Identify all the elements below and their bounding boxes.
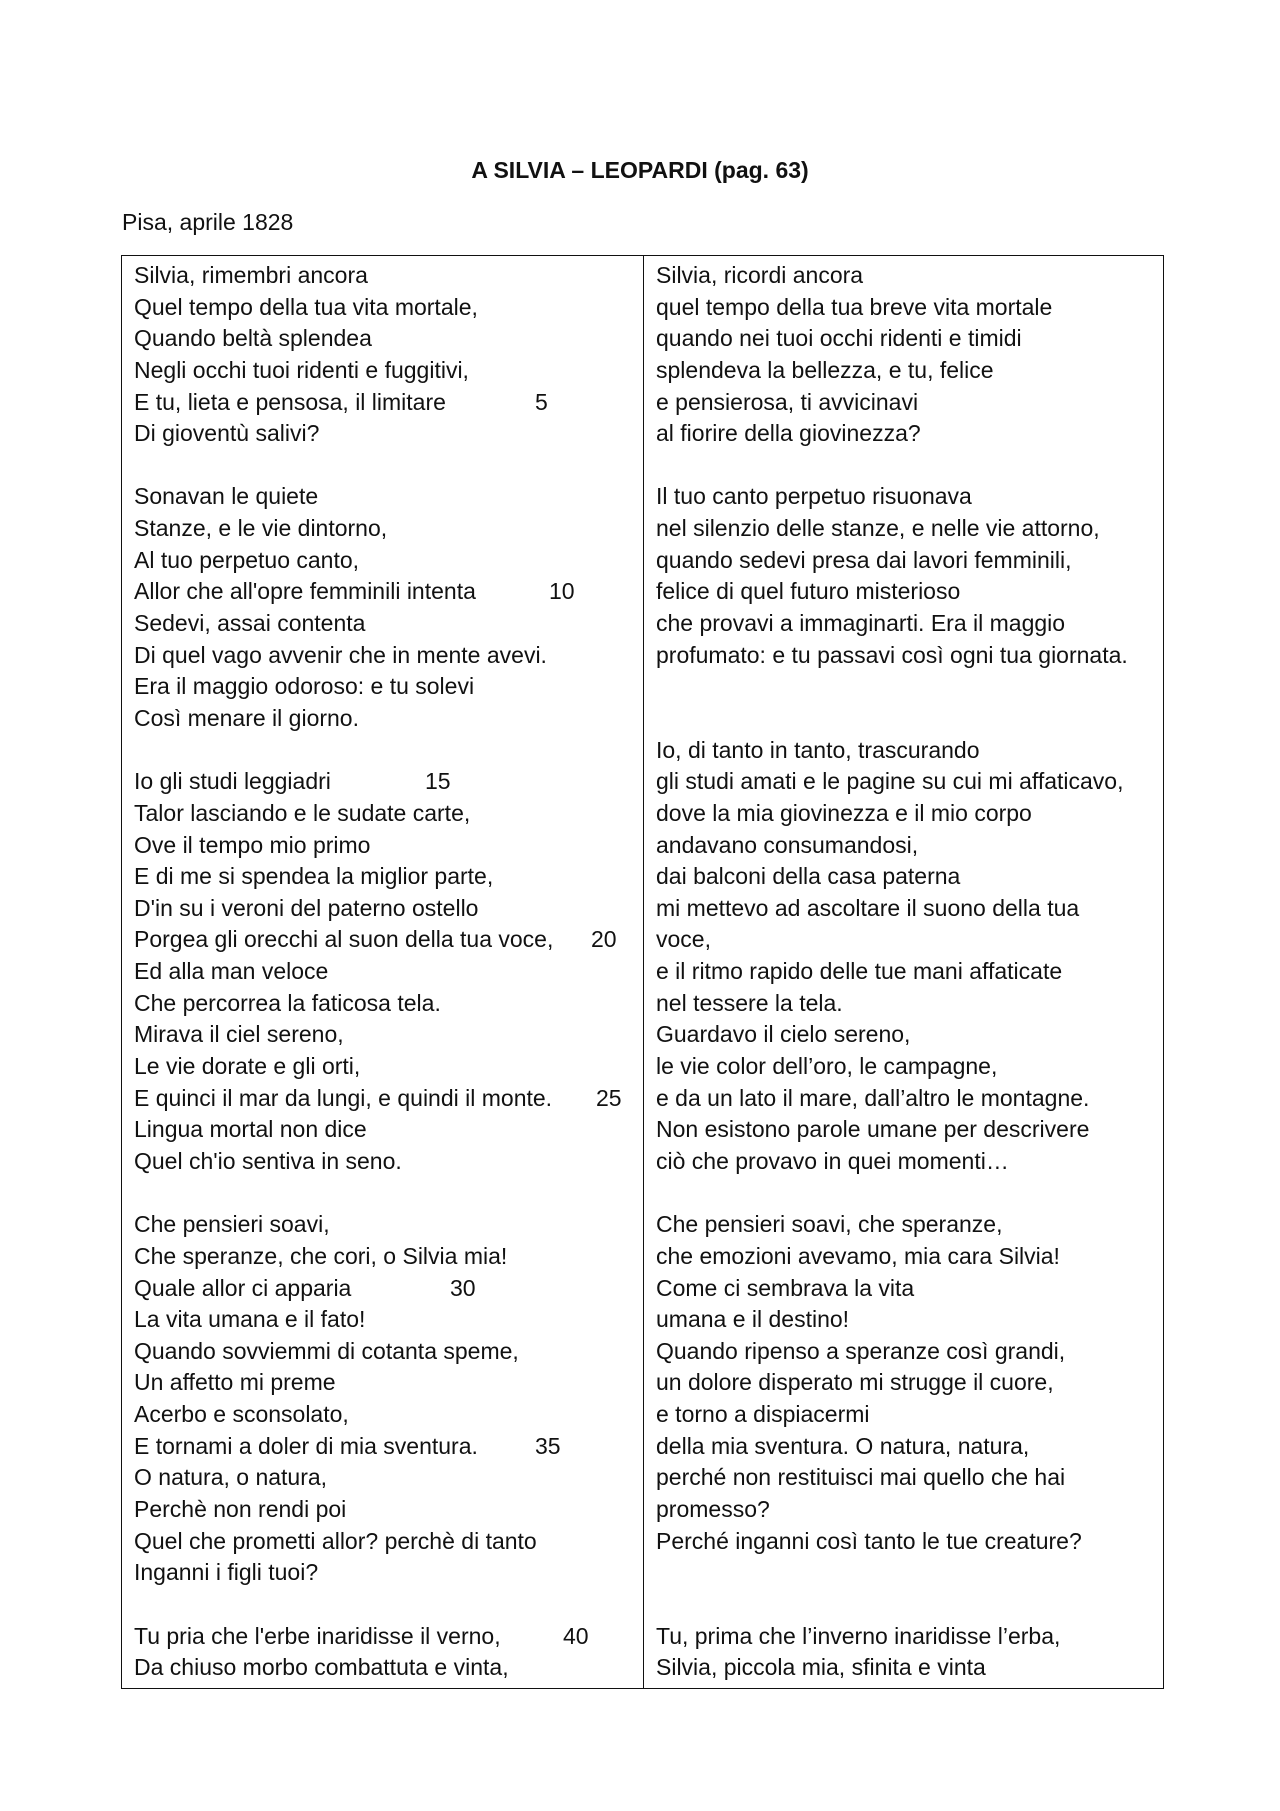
- verse-text: O natura, o natura,: [134, 1464, 328, 1491]
- original-text-column: [122, 256, 644, 1688]
- paraphrase-line: Tu, prima che l’inverno inaridisse l’erba,: [656, 1622, 1061, 1649]
- verse-line: [134, 387, 631, 419]
- verse-text: Perchè non rendi poi: [134, 1495, 347, 1522]
- paraphrase-line: al fiorire della giovinezza?: [656, 420, 921, 447]
- paraphrase-line: e il ritmo rapido delle tue mani affaticate: [656, 958, 1063, 985]
- verse-line: [134, 1557, 631, 1589]
- paraphrase-line: nel tessere la tela.: [656, 989, 843, 1016]
- verse-text: Stanze, e le vie dintorno,: [134, 515, 388, 542]
- verse-line: [134, 1494, 631, 1526]
- verse-line: [134, 418, 631, 450]
- verse-number: 35: [535, 1432, 561, 1459]
- paraphrase-column: [644, 256, 1163, 1688]
- paraphrase-line: Come ci sembrava la vita: [656, 1274, 915, 1301]
- verse-text: Così menare il giorno.: [134, 704, 359, 731]
- stanza-break: [134, 735, 631, 767]
- verse-text: Al tuo perpetuo canto,: [134, 546, 360, 573]
- verse-text: Tu pria che l'erbe inaridisse il verno,: [134, 1622, 501, 1649]
- verse-line: [134, 1083, 631, 1115]
- paraphrase-line: Guardavo il cielo sereno,: [656, 1021, 911, 1048]
- paraphrase-line: dove la mia giovinezza e il mio corpo: [656, 799, 1032, 826]
- stanza-break: [656, 1557, 1151, 1589]
- verse-line: [134, 1241, 631, 1273]
- verse-text: Le vie dorate e gli orti,: [134, 1053, 361, 1080]
- verse-line: [134, 323, 631, 355]
- verse-line: [134, 1273, 631, 1305]
- paraphrase-line: e da un lato il mare, dall’altro le montagne.: [656, 1084, 1090, 1111]
- paraphrase-line: perché non restituisci mai quello che hai: [656, 1464, 1066, 1491]
- page-title: A SILVIA – LEOPARDI (pag. 63): [471, 157, 809, 183]
- verse-text: Quando beltà splendea: [134, 325, 372, 352]
- verse-line: [134, 861, 631, 893]
- verse-line: [134, 608, 631, 640]
- verse-text: Negli occhi tuoi ridenti e fuggitivi,: [134, 356, 469, 383]
- verse-text: Che pensieri soavi,: [134, 1211, 330, 1238]
- verse-line: [134, 260, 631, 292]
- paraphrase-line: Che pensieri soavi, che speranze,: [656, 1211, 1003, 1238]
- verse-line: [134, 1114, 631, 1146]
- paraphrase-line: umana e il destino!: [656, 1306, 850, 1333]
- verse-text: E quinci il mar da lungi, e quindi il monte.: [134, 1084, 553, 1111]
- verse-line: [134, 671, 631, 703]
- paraphrase-line: e pensierosa, ti avvicinavi: [656, 388, 919, 415]
- stanza-break: [656, 450, 1151, 482]
- verse-text: Che percorrea la faticosa tela.: [134, 989, 441, 1016]
- verse-line: [134, 355, 631, 387]
- verse-text: Talor lasciando e le sudate carte,: [134, 799, 471, 826]
- paraphrase-line: Silvia, piccola mia, sfinita e vinta: [656, 1654, 986, 1681]
- paraphrase-line: felice di quel futuro misterioso: [656, 578, 961, 605]
- verse-text: Porgea gli orecchi al suon della tua voce,: [134, 926, 554, 953]
- verse-line: [134, 1051, 631, 1083]
- verse-text: Silvia, rimembri ancora: [134, 262, 368, 288]
- verse-line: [134, 798, 631, 830]
- paraphrase-line: mi mettevo ad ascoltare il suono della tua: [656, 894, 1080, 921]
- verse-number: 10: [549, 578, 575, 605]
- paraphrase-line: splendeva la bellezza, e tu, felice: [656, 356, 994, 383]
- paraphrase-line: della mia sventura. O natura, natura,: [656, 1432, 1030, 1459]
- verse-number: 30: [450, 1274, 476, 1301]
- verse-text: Da chiuso morbo combattuta e vinta,: [134, 1654, 509, 1681]
- verse-text: Di quel vago avvenir che in mente avevi.: [134, 641, 547, 668]
- verse-line: [134, 1367, 631, 1399]
- verse-text: La vita umana e il fato!: [134, 1306, 366, 1333]
- stanza-break: [656, 671, 1151, 703]
- stanza-break: [656, 1589, 1151, 1621]
- verse-line: [134, 1462, 631, 1494]
- dateline: Pisa, aprile 1828: [122, 209, 294, 235]
- verse-text: Era il maggio odoroso: e tu solevi: [134, 673, 475, 700]
- verse-line: [134, 988, 631, 1020]
- paraphrase-line: Il tuo canto perpetuo risuonava: [656, 483, 972, 510]
- paraphrase-line: un dolore disperato mi strugge il cuore,: [656, 1369, 1054, 1396]
- paraphrase-line: ciò che provavo in quei momenti…: [656, 1147, 1009, 1174]
- paraphrase-line: promesso?: [656, 1495, 770, 1522]
- paraphrase-line: andavano consumandosi,: [656, 831, 919, 858]
- paraphrase-line: nel silenzio delle stanze, e nelle vie attorno,: [656, 515, 1100, 542]
- verse-text: E di me si spendea la miglior parte,: [134, 863, 494, 890]
- verse-line: [134, 1146, 631, 1178]
- paraphrase-line: dai balconi della casa paterna: [656, 863, 961, 890]
- stanza-break: [134, 1589, 631, 1621]
- verse-line: [134, 1526, 631, 1558]
- verse-number: 25: [596, 1084, 622, 1111]
- paraphrase-line: le vie color dell’oro, le campagne,: [656, 1053, 998, 1080]
- verse-line: [134, 893, 631, 925]
- verse-text: Quando sovviemmi di cotanta speme,: [134, 1337, 519, 1364]
- paraphrase-line: Non esistono parole umane per descrivere: [656, 1116, 1090, 1143]
- paraphrase-line: che provavi a immaginarti. Era il maggio: [656, 610, 1066, 637]
- verse-text: Lingua mortal non dice: [134, 1116, 367, 1143]
- stanza-break: [134, 1178, 631, 1210]
- paraphrase-line: Io, di tanto in tanto, trascurando: [656, 736, 980, 763]
- verse-text: E tornami a doler di mia sventura.: [134, 1432, 478, 1459]
- verse-number: 20: [591, 926, 617, 953]
- paraphrase-line: profumato: e tu passavi così ogni tua giornata.: [656, 641, 1128, 668]
- verse-text: Un affetto mi preme: [134, 1369, 336, 1396]
- verse-line: [134, 703, 631, 735]
- verse-text: Sonavan le quiete: [134, 483, 319, 510]
- verse-line: [134, 292, 631, 324]
- paraphrase-line: Quando ripenso a speranze così grandi,: [656, 1337, 1066, 1364]
- paraphrase-line: Silvia, ricordi ancora: [656, 262, 864, 288]
- verse-text: Di gioventù salivi?: [134, 420, 320, 447]
- verse-line: [134, 1019, 631, 1051]
- verse-text: E tu, lieta e pensosa, il limitare: [134, 388, 446, 415]
- verse-text: D'in su i veroni del paterno ostello: [134, 894, 479, 921]
- paraphrase-line: voce,: [656, 926, 711, 953]
- verse-line: [134, 481, 631, 513]
- verse-line: [134, 1652, 631, 1684]
- paraphrase-line: quando sedevi presa dai lavori femminili,: [656, 546, 1072, 573]
- stanza-break: [656, 1178, 1151, 1210]
- paraphrase-line: quel tempo della tua breve vita mortale: [656, 293, 1053, 320]
- verse-line: [134, 1431, 631, 1463]
- verse-line: [134, 924, 631, 956]
- verse-line: [134, 1621, 631, 1653]
- verse-text: Quel tempo della tua vita mortale,: [134, 293, 478, 320]
- paraphrase-line: Perché inganni così tanto le tue creature?: [656, 1527, 1082, 1554]
- verse-line: [134, 830, 631, 862]
- verse-text: Ove il tempo mio primo: [134, 831, 371, 858]
- verse-text: Mirava il ciel sereno,: [134, 1021, 344, 1048]
- verse-text: Io gli studi leggiadri: [134, 768, 331, 795]
- paraphrase-line: che emozioni avevamo, mia cara Silvia!: [656, 1242, 1060, 1269]
- verse-line: [134, 576, 631, 608]
- verse-text: Acerbo e sconsolato,: [134, 1401, 349, 1428]
- verse-line: [134, 513, 631, 545]
- verse-number: 40: [563, 1622, 589, 1649]
- verse-line: [134, 640, 631, 672]
- verse-number: 5: [535, 388, 548, 415]
- verse-line: [134, 1209, 631, 1241]
- stanza-break: [656, 703, 1151, 735]
- verse-text: Sedevi, assai contenta: [134, 610, 366, 637]
- verse-line: [134, 545, 631, 577]
- verse-line: [134, 1399, 631, 1431]
- paraphrase-line: gli studi amati e le pagine su cui mi affaticavo,: [656, 768, 1124, 795]
- paraphrase-line: quando nei tuoi occhi ridenti e timidi: [656, 325, 1022, 352]
- verse-line: [134, 1336, 631, 1368]
- verse-text: Allor che all'opre femminili intenta: [134, 578, 476, 605]
- verse-line: [134, 1304, 631, 1336]
- verse-line: [134, 956, 631, 988]
- paraphrase-line: e torno a dispiacermi: [656, 1401, 870, 1428]
- verse-text: Quel che prometti allor? perchè di tanto: [134, 1527, 537, 1554]
- verse-text: Inganni i figli tuoi?: [134, 1559, 319, 1586]
- verse-line: [134, 766, 631, 798]
- verse-text: Quale allor ci apparia: [134, 1274, 352, 1301]
- poem-table: [121, 255, 1164, 1689]
- stanza-break: [134, 450, 631, 482]
- verse-text: Ed alla man veloce: [134, 958, 329, 985]
- verse-number: 15: [425, 768, 451, 795]
- verse-text: Quel ch'io sentiva in seno.: [134, 1147, 402, 1174]
- verse-text: Che speranze, che cori, o Silvia mia!: [134, 1242, 508, 1269]
